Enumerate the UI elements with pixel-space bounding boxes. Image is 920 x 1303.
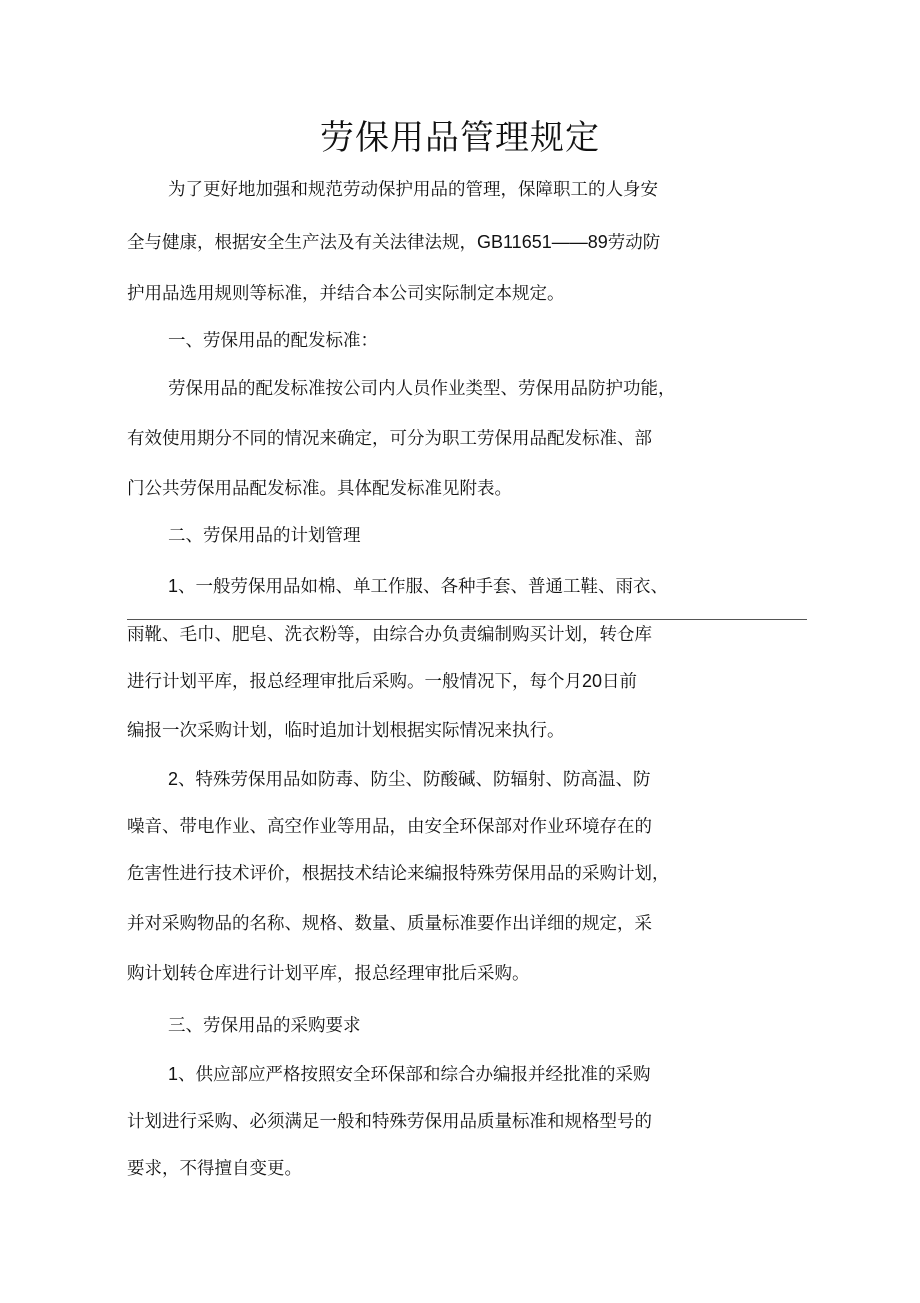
intro-line-2-tail: 劳动防 xyxy=(607,233,661,253)
section-2-item-2-line-4: 并对采购物品的名称、规格、数量、质量标准要作出详细的规定，采 xyxy=(127,914,652,934)
section-1-line-2: 有效使用期分不同的情况来确定，可分为职工劳保用品配发标准、部 xyxy=(127,429,652,449)
item-text: 进行计划平库，报总经理审批后采购。一般情况下，每个月 xyxy=(127,672,582,692)
section-2-item-1-line-1 xyxy=(168,573,668,600)
section-3-heading: 三、劳保用品的采购要求 xyxy=(168,1016,361,1036)
intro-line-2-text: 全与健康，根据安全生产法及有关法律法规， xyxy=(127,233,477,253)
section-2-item-1-line-2: 雨靴、毛巾、肥皂、洗衣粉等，由综合办负责编制购买计划，转仓库 xyxy=(127,625,652,645)
item-number: 1 xyxy=(168,576,179,596)
item-number: 1 xyxy=(168,1064,179,1084)
item-number: 2 xyxy=(168,769,179,789)
intro-line-1: 为了更好地加强和规范劳动保护用品的管理，保障职工的人身安 xyxy=(168,180,658,200)
section-3-item-1-line-1 xyxy=(168,1061,651,1088)
horizontal-rule xyxy=(127,619,807,620)
section-2-item-2-line-3: 危害性进行技术评价，根据技术结论来编报特殊劳保用品的采购计划， xyxy=(127,864,670,884)
item-text: 、供应部应严格按照安全环保部和综合办编报并经批准的采购 xyxy=(178,1065,651,1085)
item-text: 、一般劳保用品如棉、单工作服、各种手套、普通工鞋、雨衣、 xyxy=(178,577,669,597)
section-2-heading: 二、劳保用品的计划管理 xyxy=(168,526,361,546)
document-title: 劳保用品管理规定 xyxy=(320,118,600,158)
section-3-item-1-line-3: 要求，不得擅自变更。 xyxy=(127,1159,302,1179)
section-2-item-1-line-3 xyxy=(127,668,637,695)
standard-code: GB11651——89 xyxy=(477,232,608,252)
item-text: 、特殊劳保用品如防毒、防尘、防酸碱、防辐射、防高温、防 xyxy=(178,770,651,790)
intro-line-3: 护用品选用规则等标准，并结合本公司实际制定本规定。 xyxy=(127,284,565,304)
section-3-item-1-line-2: 计划进行采购、必须满足一般和特殊劳保用品质量标准和规格型号的 xyxy=(127,1112,652,1132)
section-1-line-1: 劳保用品的配发标准按公司内人员作业类型、劳保用品防护功能， xyxy=(168,379,676,399)
section-2-item-2-line-1 xyxy=(168,766,651,793)
section-1-line-3: 门公共劳保用品配发标准。具体配发标准见附表。 xyxy=(127,479,512,499)
item-text-tail: 日前 xyxy=(602,672,638,692)
section-2-item-2-line-2: 噪音、带电作业、高空作业等用品，由安全环保部对作业环境存在的 xyxy=(127,817,652,837)
section-1-heading: 一、劳保用品的配发标准： xyxy=(168,331,378,351)
day-number: 20 xyxy=(582,671,603,691)
section-2-item-1-line-4: 编报一次采购计划，临时追加计划根据实际情况来执行。 xyxy=(127,721,565,741)
intro-line-2 xyxy=(127,229,660,256)
section-2-item-2-line-5: 购计划转仓库进行计划平库，报总经理审批后采购。 xyxy=(127,964,530,984)
